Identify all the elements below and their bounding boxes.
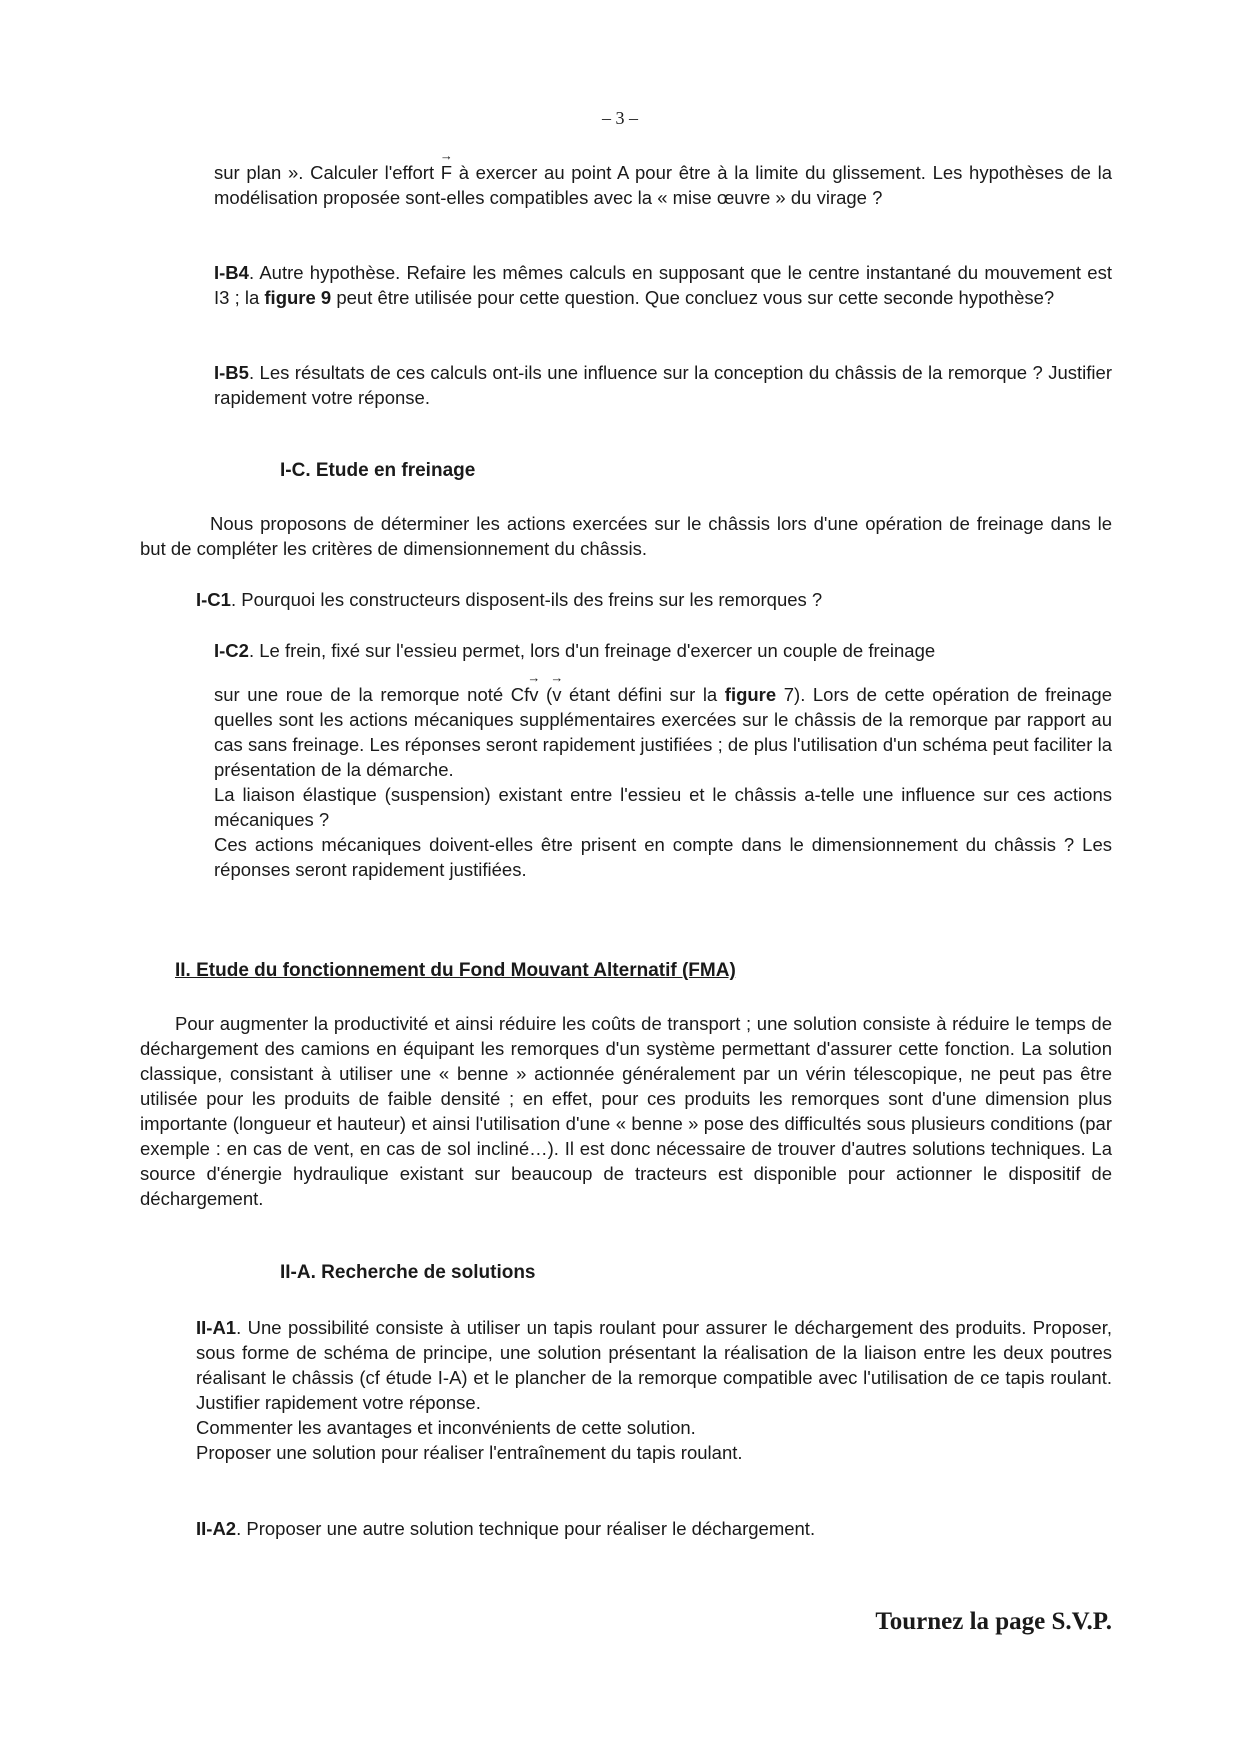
text: sur une roue de la remorque noté Cf: [214, 684, 530, 705]
question-I-C1: [196, 587, 1112, 612]
question-label: II-A1: [196, 1317, 237, 1338]
question-I-B5: [214, 360, 1112, 410]
question-II-A2: [196, 1516, 1112, 1541]
question-label: I-B5: [214, 362, 249, 383]
section-intro-I-C: Nous proposons de déterminer les actions exercées sur le châssis lors d'une opération de freinage dans le but de compléter les critères de dimensionnement du châssis.: [140, 513, 1112, 559]
page-number: – 3 –: [602, 108, 638, 128]
question-label: I-B4: [214, 262, 249, 283]
text: 7). Lors de cette opération de freinage quelles sont les actions mécaniques supplémentaires exercées sur le châssis de la remorque par rapport au cas sans freinage. Les réponses seront rapidement justifiées ; de plus l'utilisation d'un schéma peut faciliter la présentation de la démarche.: [214, 684, 1112, 780]
text: . Autre hypothèse. Refaire les mêmes calculs en supposant que le centre instantané du mouvement est I3 ; la: [214, 262, 1112, 308]
text: La liaison élastique (suspension) existant entre l'essieu et le châssis a-telle une influence sur ces actions mécaniques ?: [214, 784, 1112, 830]
section-intro-II: Pour augmenter la productivité et ainsi réduire les coûts de transport ; une solution consiste à réduire le temps de déchargement des camions en équipant les remorques d'un système permettant d'assurer cette fonction. La solution classique, consistant à utiliser une « benne » actionnée généralement par un vérin télescopique, ne peut pas être utilisée pour les produits de faible densité ; en effet, pour ces produits les remorques sont d'une dimension plus importante (longueur et hauteur) et ainsi l'utilisation d'une « benne » pose des difficultés sous plusieurs conditions (par exemple : en cas de vent, en cas de sol incliné…). Il est donc nécessaire de trouver d'autres solutions techniques. La source d'énergie hydraulique existant sur beaucoup de tracteurs est disponible pour actionner le dispositif de déchargement.: [140, 1013, 1112, 1209]
figure-ref: figure 9: [264, 287, 332, 308]
text: Proposer une solution pour réaliser l'entraînement du tapis roulant.: [196, 1442, 743, 1463]
question-label: I-C1: [196, 589, 231, 610]
question-I-C2-body: [214, 682, 1112, 882]
text: peut être utilisée pour cette question. Que concluez vous sur cette seconde hypothèse?: [331, 287, 1055, 308]
text: . Une possibilité consiste à utiliser un tapis roulant pour assurer le déchargement des produits. Proposer, sous forme de schéma de principe, une solution présentant la réalisation de la liaison entre les deux poutres réalisant le châssis (cf étude I-A) et le plancher de la remorque compatible avec l'utilisation de ce tapis roulant. Justifier rapidement votre réponse.: [196, 1317, 1112, 1413]
vector-v: → v: [552, 682, 561, 707]
question-II-A1: [196, 1315, 1112, 1465]
text: . Proposer une autre solution technique pour réaliser le déchargement.: [236, 1518, 816, 1539]
question-label: I-C2: [214, 640, 249, 661]
section-heading-II: II. Etude du fonctionnement du Fond Mouvant Alternatif (FMA): [175, 960, 736, 981]
text: Commenter les avantages et inconvénients de cette solution.: [196, 1417, 696, 1438]
text: (: [538, 684, 553, 705]
text: . Pourquoi les constructeurs disposent-ils des freins sur les remorques ?: [230, 589, 823, 610]
text: à exercer au point A pour être à la limite du glissement. Les hypothèses de la modélisation proposée sont-elles compatibles avec la « mise œuvre » du virage ?: [214, 162, 1112, 208]
text: sur plan ». Calculer l'effort: [214, 162, 441, 183]
section-heading-II-A: II-A. Recherche de solutions: [280, 1262, 536, 1283]
section-heading-I-C: I-C. Etude en freinage: [280, 460, 476, 481]
text: étant défini sur la: [561, 684, 725, 705]
text: Ces actions mécaniques doivent-elles être prisent en compte dans le dimensionnement du châssis ? Les réponses seront rapidement justifiées.: [214, 834, 1112, 880]
paragraph-continuation: [214, 160, 1112, 210]
question-label: II-A2: [196, 1518, 237, 1539]
question-I-B4: [214, 260, 1112, 310]
figure-ref: figure: [724, 684, 777, 705]
vector-v: → v: [529, 682, 538, 707]
vector-F: → F: [441, 160, 452, 185]
text: . Le frein, fixé sur l'essieu permet, lors d'un freinage d'exercer un couple de freinage: [248, 640, 936, 661]
text: . Les résultats de ces calculs ont-ils une influence sur la conception du châssis de la remorque ? Justifier rapidement votre réponse.: [214, 362, 1112, 408]
footer-turn-page: Tournez la page S.V.P.: [875, 1608, 1112, 1635]
question-I-C2: [214, 638, 1112, 663]
